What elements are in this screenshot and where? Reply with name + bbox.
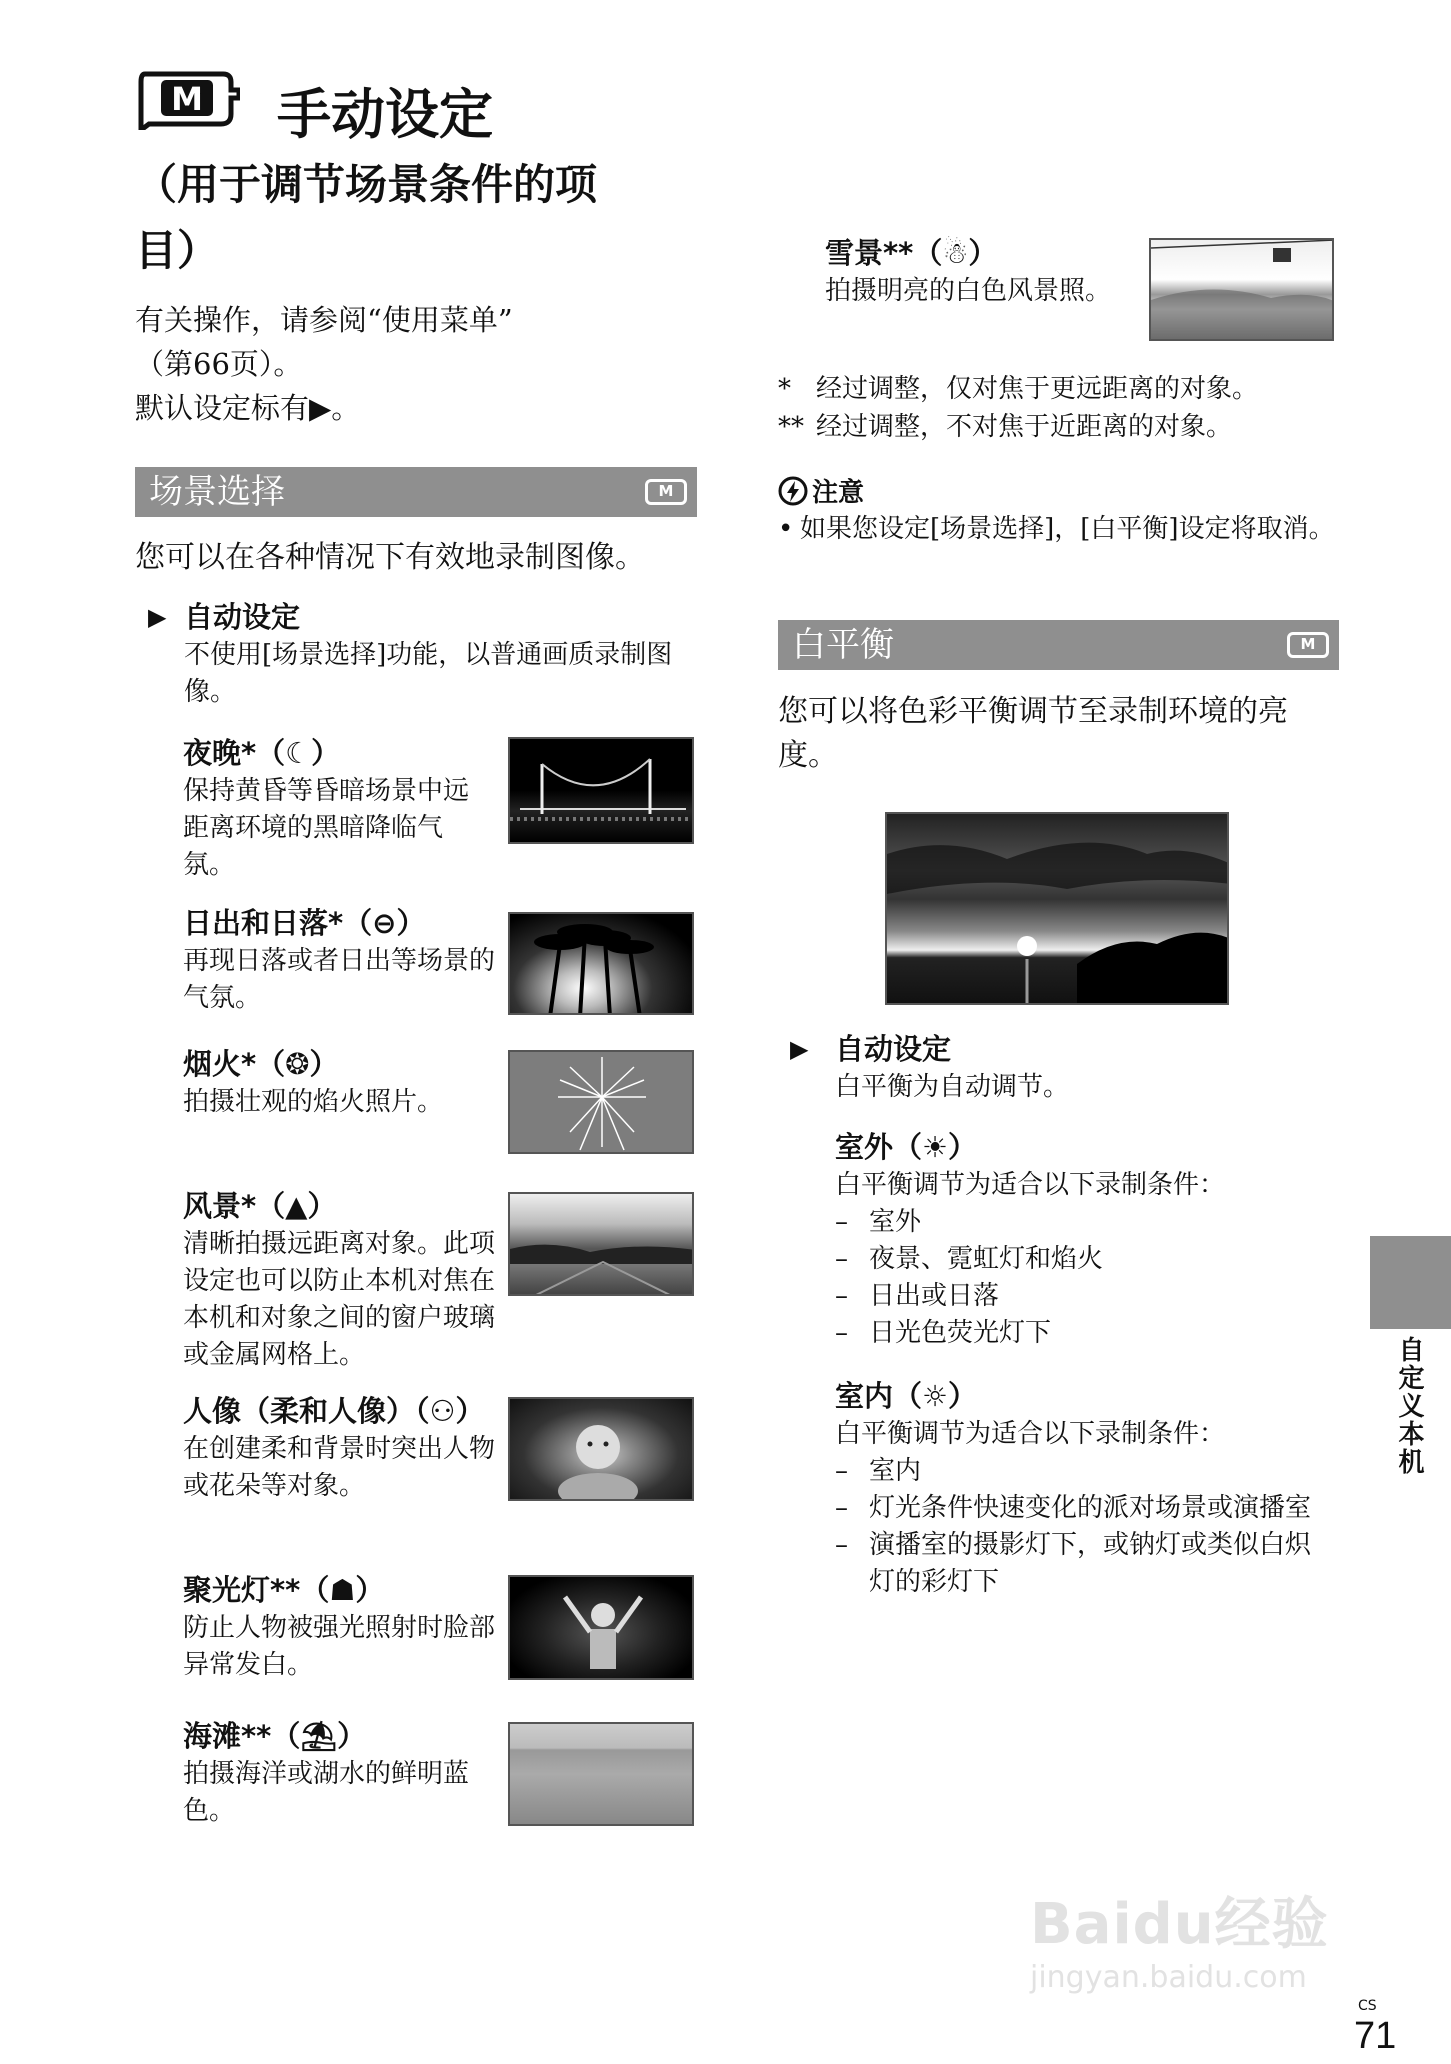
scene-section-title: 场景选择 bbox=[149, 472, 285, 512]
caution-icon bbox=[778, 476, 808, 506]
sunset-photo bbox=[508, 912, 694, 1015]
bullet-icon: • bbox=[778, 514, 794, 544]
wb-outdoor-title: 室外（☀） bbox=[835, 1130, 977, 1164]
scene-item-desc: 保持黄昏等昏暗场景中远距离环境的黑暗降临气氛。 bbox=[183, 776, 470, 880]
scene-item-desc: 在创建柔和背景时突出人物或花朵等对象。 bbox=[183, 1434, 496, 1501]
note-text: 经过调整，不对焦于近距离的对象。 bbox=[816, 412, 1233, 442]
scene-item-title: 海滩**（⛱） bbox=[183, 1719, 367, 1753]
page-subtitle: （用于调节场景条件的项目） bbox=[135, 160, 598, 275]
wb-auto-desc: 白平衡为自动调节。 bbox=[835, 1072, 1070, 1102]
scene-item-title: 烟火*（❂） bbox=[183, 1047, 339, 1081]
wb-outdoor-option bbox=[835, 1127, 1335, 1352]
list-item: – 日出或日落 bbox=[835, 1281, 1000, 1311]
wb-indoor-title: 室内（☼） bbox=[835, 1379, 977, 1413]
scene-auto-desc: 不使用[场景选择]功能，以普通画质录制图像。 bbox=[184, 640, 673, 707]
note-mark: ** bbox=[778, 412, 804, 442]
watermark-url: jingyan.baidu.com bbox=[1030, 1960, 1307, 1995]
scene-item-desc: 拍摄明亮的白色风景照。 bbox=[825, 276, 1112, 306]
scene-item-title: 人像（柔和人像）（⚇） bbox=[183, 1394, 485, 1428]
wb-indoor-option bbox=[835, 1376, 1335, 1601]
scene-item-desc: 防止人物被强光照射时脸部异常发白。 bbox=[183, 1613, 496, 1680]
scene-item-portrait bbox=[183, 1391, 503, 1505]
note-text: 经过调整，仅对焦于更远距离的对象。 bbox=[816, 374, 1259, 404]
scene-item-title: 夜晚*（☾） bbox=[183, 736, 341, 770]
wb-lead: 您可以将色彩平衡调节至录制环境的亮度。 bbox=[778, 694, 1288, 773]
wb-sunset-photo bbox=[885, 812, 1229, 1005]
scene-item-snow bbox=[825, 233, 1145, 310]
page-language-code: CS bbox=[1358, 1998, 1377, 2014]
page-number: 71 bbox=[1354, 2015, 1397, 2057]
wb-indoor-desc: 白平衡调节为适合以下录制条件： bbox=[835, 1419, 1226, 1449]
wb-outdoor-list bbox=[835, 1204, 1335, 1352]
portrait-photo bbox=[508, 1397, 694, 1501]
caution-text: 如果您设定[场景选择]，[白平衡]设定将取消。 bbox=[800, 514, 1335, 544]
beach-photo bbox=[508, 1722, 694, 1826]
scene-item-title: 风景*（▲） bbox=[183, 1189, 337, 1223]
caution-item bbox=[778, 511, 1338, 548]
caution-title: 注意 bbox=[812, 478, 865, 508]
wb-auto-title: 自动设定 bbox=[835, 1032, 952, 1066]
scene-auto-title: 自动设定 bbox=[184, 600, 301, 634]
scene-auto-option bbox=[148, 597, 688, 711]
fireworks-photo bbox=[508, 1050, 694, 1154]
landscape-photo bbox=[508, 1192, 694, 1296]
manual-mode-small-icon: M bbox=[645, 479, 687, 505]
wb-indoor-list bbox=[835, 1453, 1335, 1601]
scene-item-title: 雪景**（☃） bbox=[825, 236, 998, 270]
default-marker-icon: ▶ bbox=[790, 1035, 809, 1063]
watermark-logo: Baidu经验 bbox=[1030, 1892, 1329, 1957]
scene-item-desc: 拍摄壮观的焰火照片。 bbox=[183, 1087, 444, 1117]
manual-mode-small-icon: M bbox=[1287, 632, 1329, 658]
scene-item-beach bbox=[183, 1716, 503, 1830]
page-title: 手动设定 bbox=[277, 83, 493, 146]
scene-item-title: 日出和日落*（⊖） bbox=[183, 906, 426, 940]
wb-section-header bbox=[778, 620, 1339, 670]
scene-lead: 您可以在各种情况下有效地录制图像。 bbox=[135, 540, 645, 575]
intro-line-2: （第66页）。 bbox=[135, 347, 303, 381]
note-item bbox=[778, 370, 1338, 408]
manual-badge-letter: M bbox=[171, 80, 203, 118]
intro-line-1: 有关操作，请参阅“使用菜单” bbox=[135, 303, 513, 337]
list-item: – 灯光条件快速变化的派对场景或演播室 bbox=[835, 1493, 1312, 1523]
chapter-tab bbox=[1370, 1236, 1451, 1329]
wb-section-title: 白平衡 bbox=[792, 625, 894, 665]
scene-item-desc: 清晰拍摄远距离对象。此项设定也可以防止本机对焦在本机和对象之间的窗户玻璃或金属网格上。 bbox=[183, 1229, 496, 1370]
note-item bbox=[778, 408, 1338, 446]
default-marker-icon: ▶ bbox=[148, 603, 167, 631]
snow-photo bbox=[1149, 238, 1334, 341]
list-item: – 室内 bbox=[835, 1456, 922, 1486]
intro-text bbox=[135, 298, 655, 430]
list-item: – 室外 bbox=[835, 1207, 922, 1237]
night-photo bbox=[508, 737, 694, 844]
list-item: – 演播室的摄影灯下，或钠灯或类似白炽灯的彩灯下 bbox=[835, 1530, 1312, 1597]
wb-outdoor-desc: 白平衡调节为适合以下录制条件： bbox=[835, 1170, 1226, 1200]
scene-item-title: 聚光灯**（☗） bbox=[183, 1573, 385, 1607]
list-item: – 夜景、霓虹灯和焰火 bbox=[835, 1244, 1104, 1274]
scene-item-sunrise-sunset bbox=[183, 903, 503, 1017]
spotlight-photo bbox=[508, 1575, 694, 1680]
wb-auto-option bbox=[790, 1029, 1330, 1106]
caution-block bbox=[778, 472, 1338, 548]
scene-item-desc: 拍摄海洋或湖水的鲜明蓝色。 bbox=[183, 1759, 470, 1826]
intro-line-3: 默认设定标有▶。 bbox=[135, 391, 361, 425]
scene-notes bbox=[778, 370, 1338, 446]
chapter-label: 自定义本机 bbox=[1394, 1336, 1424, 1476]
note-mark: * bbox=[778, 374, 791, 404]
scene-item-night bbox=[183, 733, 493, 884]
scene-item-desc: 再现日落或者日出等场景的气氛。 bbox=[183, 946, 496, 1013]
manual-mode-icon bbox=[135, 68, 240, 130]
scene-item-fireworks bbox=[183, 1044, 503, 1121]
scene-item-landscape bbox=[183, 1186, 503, 1374]
scene-section-header bbox=[135, 467, 697, 517]
scene-item-spotlight bbox=[183, 1570, 503, 1684]
list-item: – 日光色荧光灯下 bbox=[835, 1318, 1052, 1348]
